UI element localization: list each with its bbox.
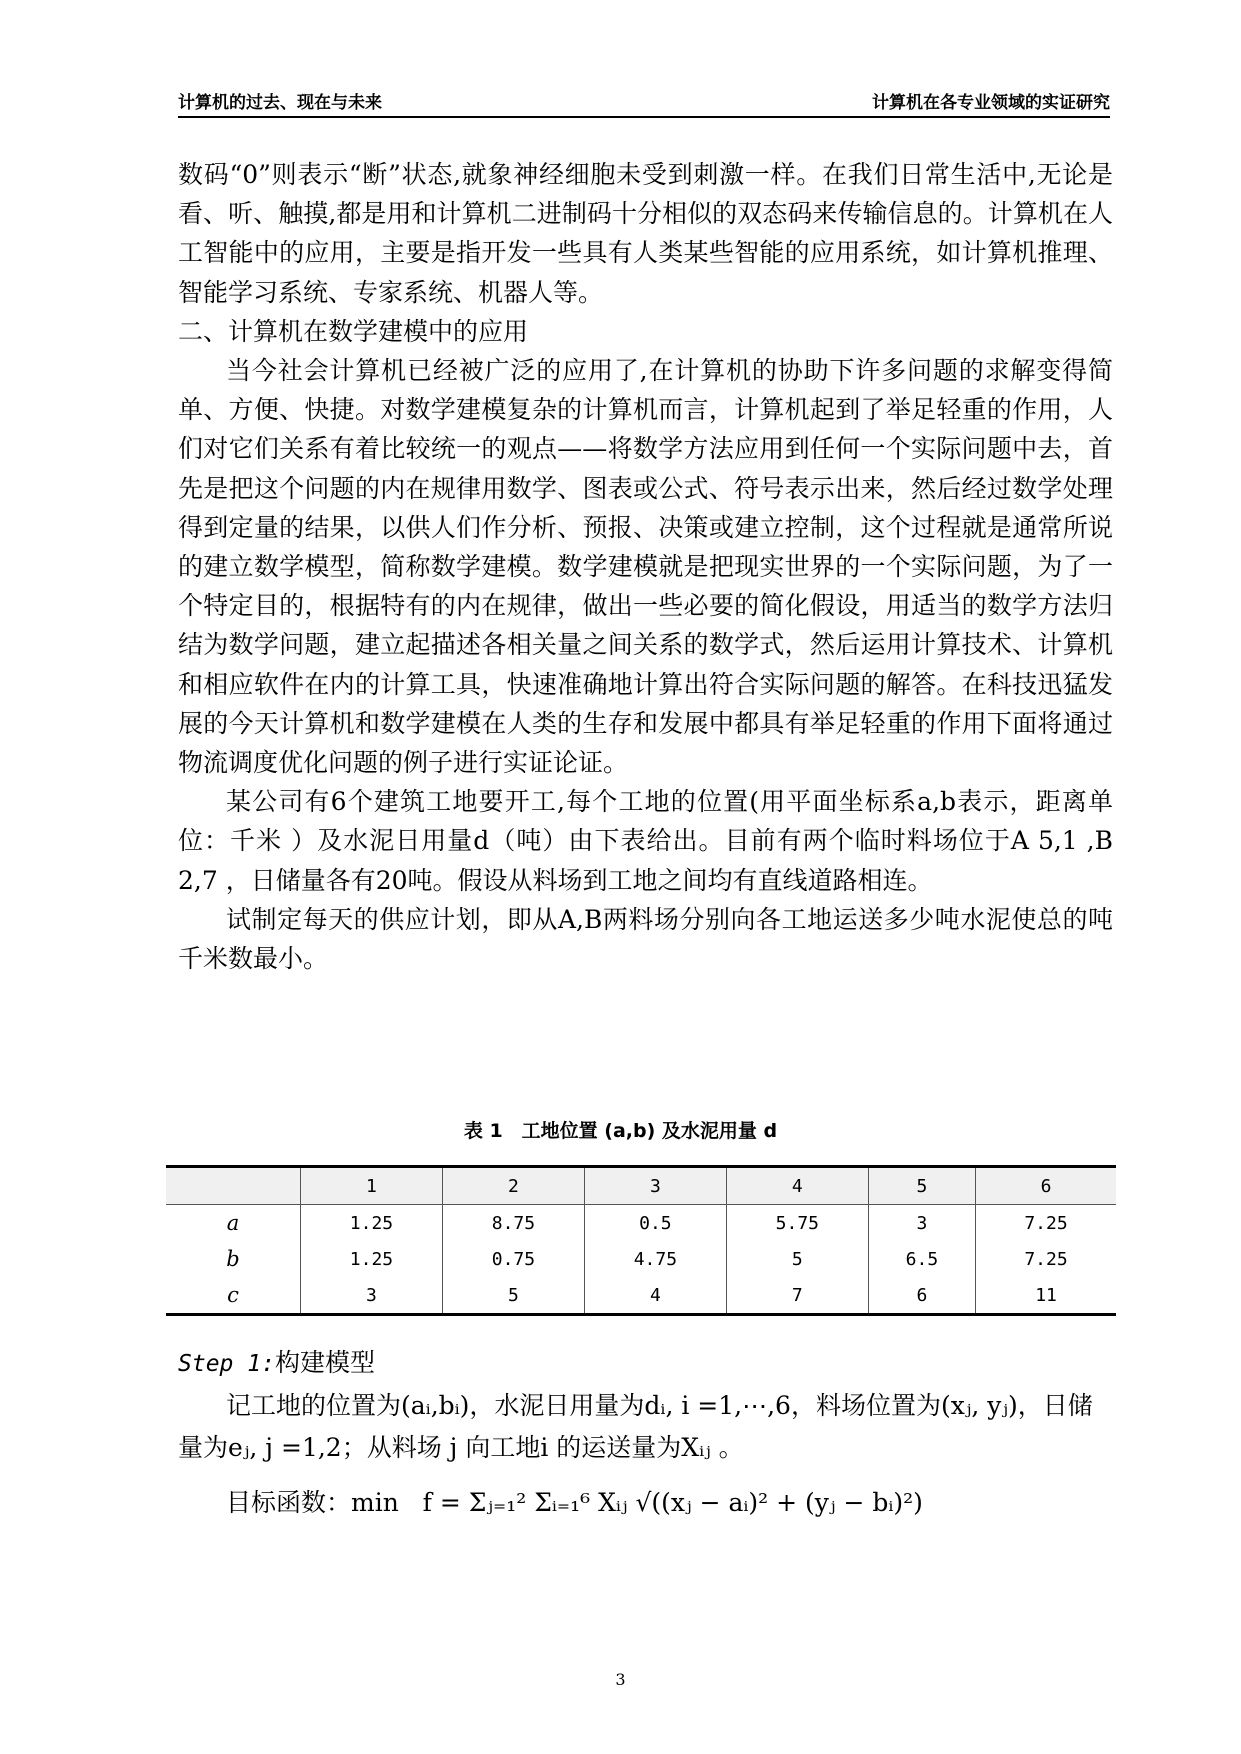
table-header-cell: 5 <box>868 1167 975 1205</box>
table-cell: 0.5 <box>584 1205 726 1242</box>
table-header-cell: 2 <box>442 1167 584 1205</box>
table-header-cell <box>166 1167 301 1205</box>
table-row <box>166 1277 1116 1315</box>
paragraph-1: 数码“0”则表示“断”状态,就象神经细胞未受到刺激一样。在我们日常生活中,无论是看、听、触摸,都是用和计算机二进制码十分相似的双态码来传输信息的。计算机在人工智能中的应用，主要是指开发一些具有人类某些智能的应用系统，如计算机推理、智能学习系统、专家系统、机器人等。 <box>178 160 1113 307</box>
row-label: c <box>166 1277 301 1315</box>
table-cell: 3 <box>868 1205 975 1242</box>
step-title-suffix: 构建模型 <box>274 1348 375 1377</box>
table-header-cell: 1 <box>301 1167 443 1205</box>
header-right-title: 计算机在各专业领域的实证研究 <box>872 93 1110 113</box>
table-cell: 4.75 <box>584 1241 726 1277</box>
variable-definition-line-2: 量为eⱼ, j =1,2；从料场 j 向工地i 的运送量为Xᵢⱼ 。 <box>178 1433 744 1462</box>
paragraph-3: 某公司有6个建筑工地要开工,每个工地的位置(用平面坐标系a,b表示，距离单位：千米 ）及水泥日用量d（吨）由下表给出。目前有两个临时料场位于A 5,1 ,B 2,7 ，日储量各有20吨。假设从料场到工地之间均有直线道路相连。 <box>178 787 1113 895</box>
table-caption: 表 1 工地位置 (a,b) 及水泥用量 d <box>463 1120 778 1142</box>
table-cell: 6.5 <box>868 1241 975 1277</box>
site-table <box>166 1165 1116 1316</box>
table-cell: 5.75 <box>726 1205 868 1242</box>
objective-label: 目标函数：min <box>226 1488 399 1517</box>
table-cell: 4 <box>584 1277 726 1315</box>
table-cell: 3 <box>301 1277 443 1315</box>
table-header-row <box>166 1167 1116 1205</box>
table-cell: 1.25 <box>301 1205 443 1242</box>
row-label: a <box>226 1211 240 1235</box>
objective-function <box>226 1483 923 1519</box>
row-label: b <box>226 1247 240 1271</box>
objective-formula: f = Σⱼ₌₁² Σᵢ₌₁⁶ Xᵢⱼ √((xⱼ − aᵢ)² + (yⱼ − bᵢ)²) <box>422 1488 923 1517</box>
header-left-title: 计算机的过去、现在与未来 <box>178 93 382 113</box>
table-cell: 7.25 <box>976 1205 1116 1242</box>
table-cell: 7.25 <box>976 1241 1116 1277</box>
section-heading: 二、计算机在数学建模中的应用 <box>178 316 529 346</box>
table-cell: 8.75 <box>442 1205 584 1242</box>
table-cell: 5 <box>442 1277 584 1315</box>
table-row <box>166 1205 1116 1242</box>
step-title: Step 1: <box>178 1351 275 1377</box>
paragraph-2: 当今社会计算机已经被广泛的应用了,在计算机的协助下许多问题的求解变得简单、方便、快捷。对数学建模复杂的计算机而言，计算机起到了举足轻重的作用，人们对它们关系有着比较统一的观点——将数学方法应用到任何一个实际问题中去，首先是把这个问题的内在规律用数学、图表或公式、符号表示出来，然后经过数学处理得到定量的结果，以供人们作分析、预报、决策或建立控制，这个过程就是通常所说的建立数学模型，简称数学建模。数学建模就是把现实世界的一个实际问题，为了一个特定目的，根据特有的内在规律，做出一些必要的简化假设，用适当的数学方法归结为数学问题，建立起描述各相关量之间关系的数学式，然后运用计算技术、计算机和相应软件在内的计算工具，快速准确地计算出符合实际问题的解答。在科技迅猛发展的今天计算机和数学建模在人类的生存和发展中都具有举足轻重的作用下面将通过物流调度优化问题的例子进行实证论证。 <box>178 356 1113 778</box>
table-cell: 0.75 <box>442 1241 584 1277</box>
table-cell: 11 <box>976 1277 1116 1315</box>
table-header-cell: 6 <box>976 1167 1116 1205</box>
step-heading <box>178 1342 1113 1385</box>
table-cell: 1.25 <box>301 1241 443 1277</box>
table-cell: 5 <box>726 1241 868 1277</box>
body-text <box>178 155 1113 978</box>
model-section <box>178 1342 1113 1469</box>
table-row <box>166 1241 1116 1277</box>
table-header-cell: 3 <box>584 1167 726 1205</box>
variable-definition-line-1: 记工地的位置为(aᵢ,bᵢ)，水泥日用量为dᵢ, i =1,⋯,6，料场位置为(xⱼ, yⱼ)，日储 <box>226 1391 1093 1420</box>
table-cell: 7 <box>726 1277 868 1315</box>
table-header-cell: 4 <box>726 1167 868 1205</box>
table-cell: 6 <box>868 1277 975 1315</box>
page-number: 3 <box>615 1670 626 1689</box>
paragraph-4: 试制定每天的供应计划，即从A,B两料场分别向各工地运送多少吨水泥使总的吨千米数最小。 <box>178 904 1113 974</box>
running-header <box>178 88 1110 118</box>
